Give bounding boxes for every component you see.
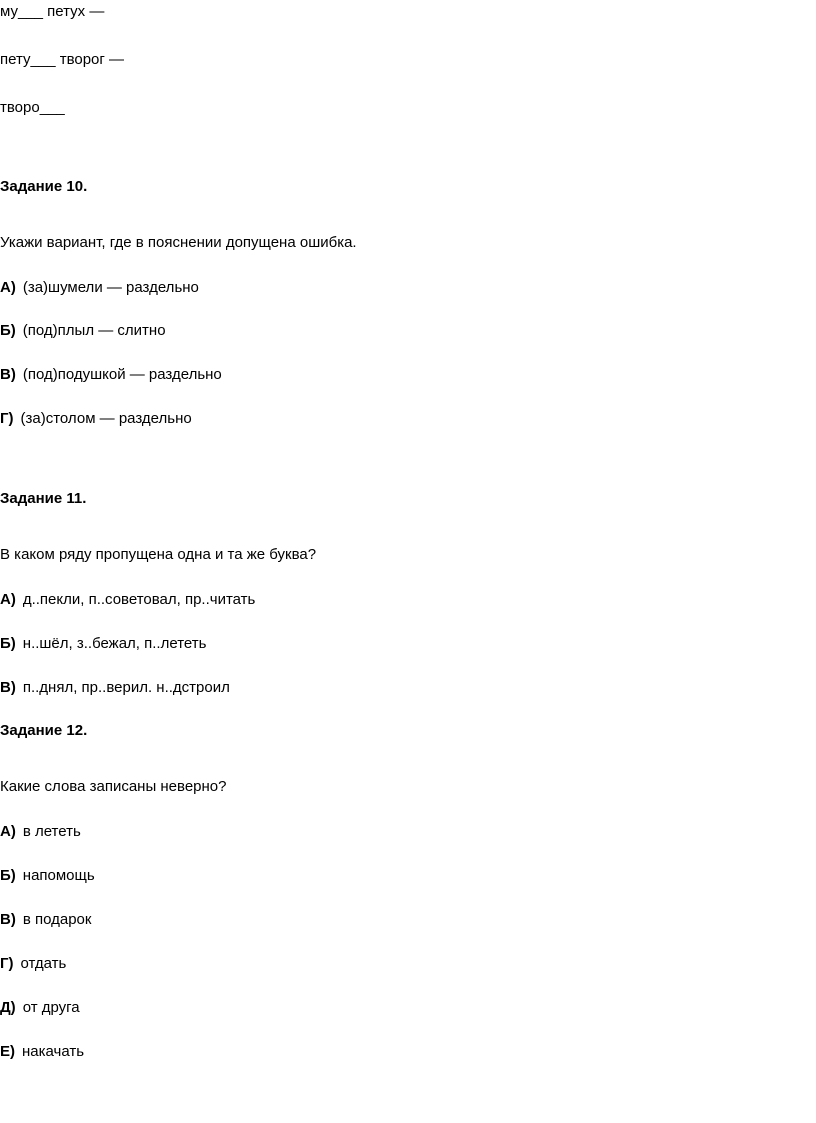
- task-12-option-c: [0, 910, 91, 930]
- option-text: в лететь: [22, 823, 81, 840]
- task-12-option-e: [0, 998, 80, 1018]
- option-marker: А): [0, 279, 16, 296]
- option-text: от друга: [22, 999, 80, 1016]
- option-text: д..пекли, п..советовал, пр..читать: [22, 591, 256, 608]
- option-marker: Б): [0, 322, 16, 339]
- option-marker: Г): [0, 955, 14, 972]
- task-10-question: Укажи вариант, где в пояснении допущена ошибка.: [0, 234, 357, 251]
- option-marker: А): [0, 591, 16, 608]
- option-text: накачать: [22, 1043, 85, 1060]
- task-10-option-a: [0, 278, 199, 298]
- task-11-option-a: [0, 590, 255, 610]
- option-marker: Д): [0, 999, 16, 1016]
- task-11-question: В каком ряду пропущена одна и та же буква?: [0, 546, 317, 563]
- option-text: отдать: [20, 955, 67, 972]
- task-12-option-a: [0, 822, 81, 842]
- task-12-option-f: [0, 1042, 84, 1062]
- option-marker: А): [0, 823, 16, 840]
- task-10-option-d: [0, 409, 192, 429]
- task-10-option-b: [0, 321, 166, 341]
- fill-in-line: творо___: [0, 99, 65, 116]
- option-text: (под)подушкой — раздельно: [22, 366, 222, 383]
- option-text: (под)плыл — слитно: [22, 322, 166, 339]
- option-marker: Г): [0, 410, 14, 427]
- option-text: напомощь: [22, 867, 95, 884]
- option-text: (за)столом — раздельно: [20, 410, 192, 427]
- task-10-option-c: [0, 365, 222, 385]
- option-text: п..днял, пр..верил. н..дстроил: [22, 679, 230, 696]
- option-text: (за)шумели — раздельно: [22, 279, 199, 296]
- task-12-option-b: [0, 866, 95, 886]
- task-12-question: Какие слова записаны неверно?: [0, 778, 227, 795]
- option-marker: В): [0, 366, 16, 383]
- option-text: н..шёл, з..бежал, п..лететь: [22, 635, 207, 652]
- option-marker: Б): [0, 867, 16, 884]
- task-11-title: Задание 11.: [0, 490, 87, 507]
- fill-in-line: му___ петух —: [0, 3, 105, 20]
- task-11-option-b: [0, 634, 206, 654]
- option-marker: Е): [0, 1043, 15, 1060]
- option-text: в подарок: [22, 911, 92, 928]
- task-10-title: Задание 10.: [0, 178, 88, 195]
- task-12-title: Задание 12.: [0, 722, 88, 739]
- task-11-option-c: [0, 678, 230, 698]
- option-marker: В): [0, 679, 16, 696]
- task-12-option-d: [0, 954, 66, 974]
- option-marker: В): [0, 911, 16, 928]
- fill-in-line: пету___ творог —: [0, 51, 125, 68]
- option-marker: Б): [0, 635, 16, 652]
